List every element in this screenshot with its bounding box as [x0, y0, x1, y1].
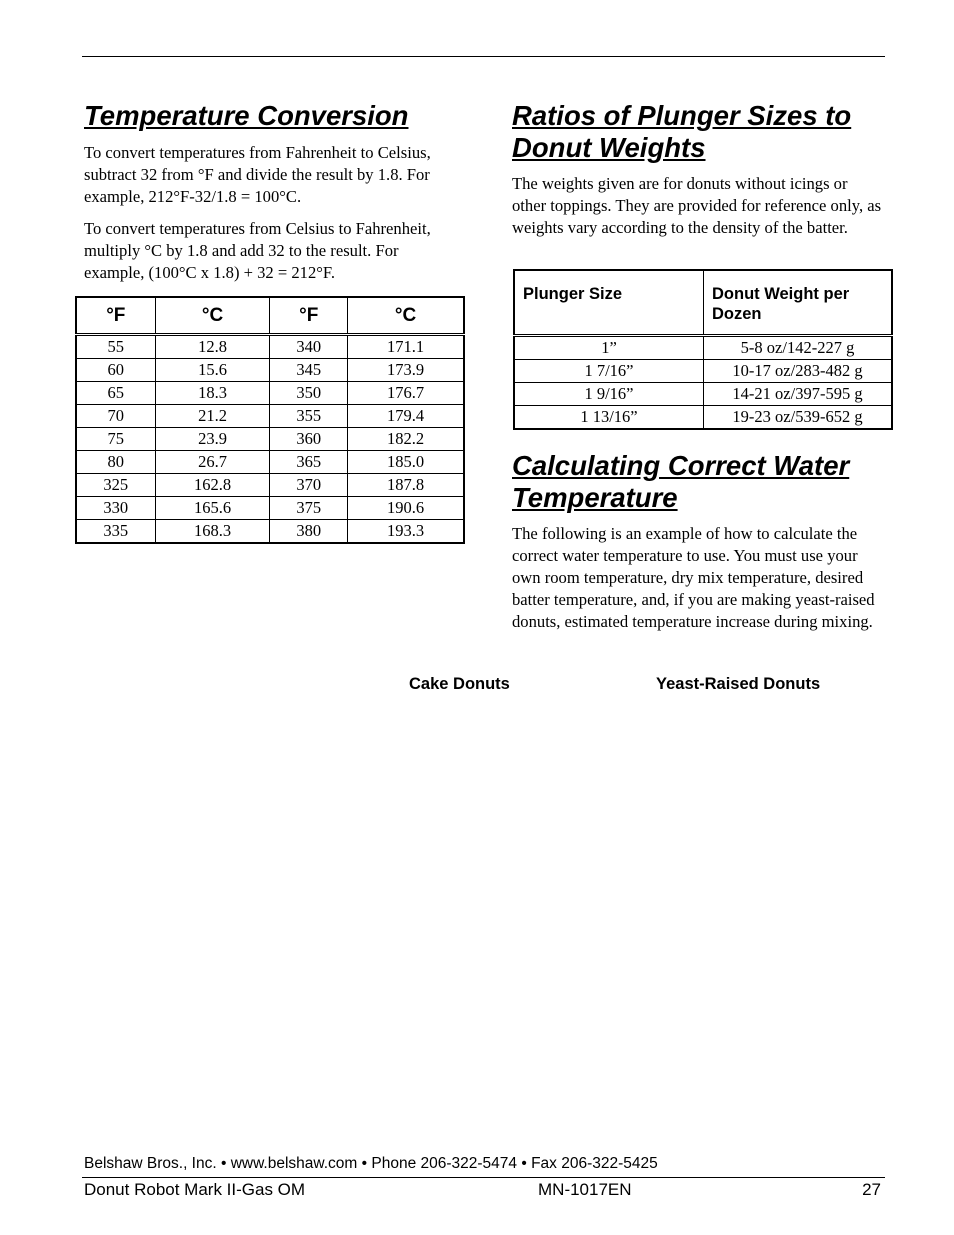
temp-conversion-title: Temperature Conversion: [84, 100, 409, 131]
table-header: °C: [155, 297, 270, 335]
water-title-line2: Temperature: [512, 482, 678, 513]
table-cell: 19-23 oz/539-652 g: [704, 406, 893, 430]
table-cell: 75: [76, 428, 155, 451]
footer-contact: Belshaw Bros., Inc. • www.belshaw.com • Phone 206-322-5474 • Fax 206-322-5425: [84, 1155, 658, 1172]
table-cell: 70: [76, 405, 155, 428]
table-header-row: [76, 297, 464, 335]
table-header: Donut Weight per Dozen: [704, 270, 893, 336]
table-cell: 350: [270, 382, 348, 405]
table-cell: 162.8: [155, 474, 270, 497]
table-row: [76, 335, 464, 359]
table-cell: 185.0: [348, 451, 464, 474]
plunger-table: [513, 269, 893, 430]
table-row: [514, 406, 892, 430]
table-cell: 10-17 oz/283-482 g: [704, 360, 893, 383]
table-cell: 190.6: [348, 497, 464, 520]
table-row: [76, 428, 464, 451]
table-row: [514, 383, 892, 406]
table-cell: 168.3: [155, 520, 270, 544]
top-rule: [82, 56, 885, 57]
table-cell: 5-8 oz/142-227 g: [704, 336, 893, 360]
footer-doc-title: Donut Robot Mark II-Gas OM: [84, 1180, 306, 1199]
footer-rule: [82, 1177, 885, 1178]
ratios-para: The weights given are for donuts without icings or other toppings. They are provided for reference only, as weights vary according to the density of the batter.: [512, 174, 882, 237]
table-cell: 1”: [514, 336, 704, 360]
table-header: Plunger Size: [514, 270, 704, 336]
temp-conversion-para1: To convert temperatures from Fahrenheit to Celsius, subtract 32 from °F and divide the result by 1.8. For example, 212°F-32/1.8 = 100°C.: [84, 143, 431, 206]
table-cell: 1 13/16”: [514, 406, 704, 430]
table-cell: 65: [76, 382, 155, 405]
table-row: [514, 336, 892, 360]
table-cell: 1 7/16”: [514, 360, 704, 383]
table-cell: 14-21 oz/397-595 g: [704, 383, 893, 406]
table-cell: 18.3: [155, 382, 270, 405]
table-cell: 335: [76, 520, 155, 544]
table-cell: 80: [76, 451, 155, 474]
table-row: [76, 382, 464, 405]
footer-page-number: 27: [862, 1180, 881, 1199]
table-cell: 380: [270, 520, 348, 544]
table-header: °F: [76, 297, 155, 335]
table-cell: 365: [270, 451, 348, 474]
table-cell: 1 9/16”: [514, 383, 704, 406]
table-row: [76, 497, 464, 520]
table-cell: 330: [76, 497, 155, 520]
table-cell: 325: [76, 474, 155, 497]
ratios-title-line2: Donut Weights: [512, 132, 706, 163]
table-cell: 173.9: [348, 359, 464, 382]
table-cell: 355: [270, 405, 348, 428]
table-header: °F: [270, 297, 348, 335]
yeast-donuts-header: Yeast-Raised Donuts: [656, 675, 821, 693]
table-cell: 60: [76, 359, 155, 382]
table-cell: 345: [270, 359, 348, 382]
table-cell: 179.4: [348, 405, 464, 428]
table-cell: 193.3: [348, 520, 464, 544]
table-cell: 370: [270, 474, 348, 497]
table-row: [514, 360, 892, 383]
table-cell: 176.7: [348, 382, 464, 405]
table-cell: 26.7: [155, 451, 270, 474]
table-cell: 171.1: [348, 335, 464, 359]
temp-conversion-para2: To convert temperatures from Celsius to Fahrenheit, multiply °C by 1.8 and add 32 to the result. For example, (100°C x 1.8) + 32 = 212°F.: [84, 219, 431, 282]
table-row: [76, 405, 464, 428]
table-cell: 182.2: [348, 428, 464, 451]
table-cell: 23.9: [155, 428, 270, 451]
table-cell: 375: [270, 497, 348, 520]
table-row: [76, 359, 464, 382]
table-cell: 187.8: [348, 474, 464, 497]
table-cell: 340: [270, 335, 348, 359]
table-cell: 360: [270, 428, 348, 451]
ratios-title-line1: Ratios of Plunger Sizes to: [512, 100, 852, 131]
table-row: [76, 451, 464, 474]
table-cell: 55: [76, 335, 155, 359]
cake-donuts-header: Cake Donuts: [409, 675, 510, 693]
table-cell: 21.2: [155, 405, 270, 428]
table-row: [76, 474, 464, 497]
table-cell: 15.6: [155, 359, 270, 382]
table-cell: 12.8: [155, 335, 270, 359]
table-header: °C: [348, 297, 464, 335]
table-row: [76, 520, 464, 544]
water-title-line1: Calculating Correct Water: [512, 450, 850, 481]
table-cell: 165.6: [155, 497, 270, 520]
temp-conversion-table: [75, 296, 465, 544]
water-para: The following is an example of how to calculate the correct water temperature to use. You must use your own room temperature, dry mix temperature, desired batter temperature, and, if you are making yeast-raised donuts, estimated temperature increase during mixing.: [512, 524, 875, 631]
footer-doc-code: MN-1017EN: [538, 1180, 632, 1199]
table-header-row: [514, 270, 892, 336]
